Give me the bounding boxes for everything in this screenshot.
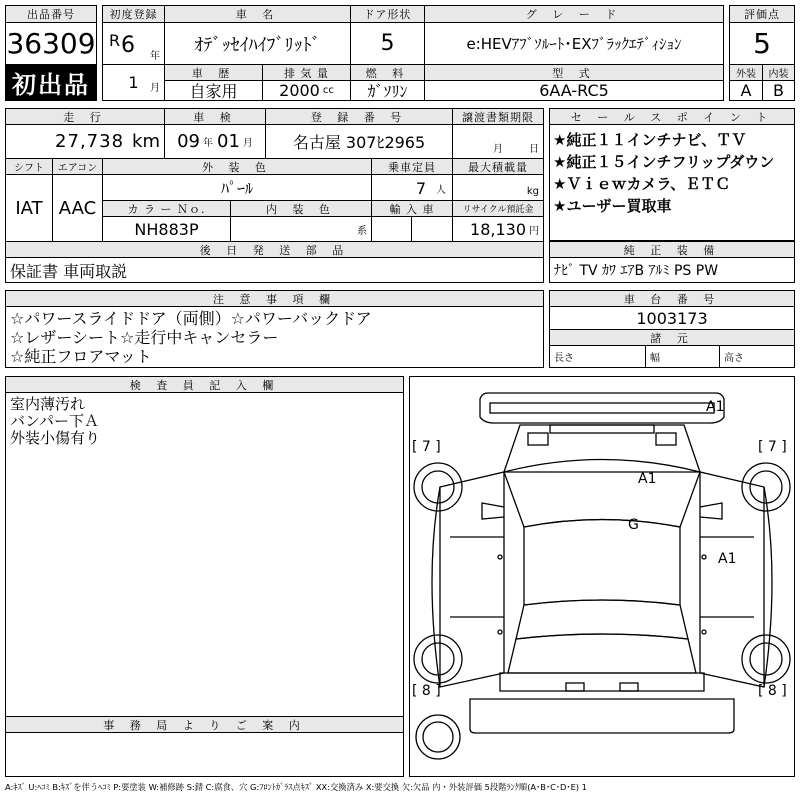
sales-point-item: ★純正１１インチナビ、ＴＶ: [553, 131, 747, 149]
later-parts: 保証書 車両取説: [5, 257, 544, 283]
office-notice: [5, 732, 404, 777]
exterior-grade: A: [729, 80, 763, 101]
inspection-label: 車 検: [164, 108, 266, 125]
interior-grade-label: 内装: [762, 64, 795, 81]
sales-points: [549, 124, 795, 241]
plate-label: 登 録 番 号: [265, 108, 453, 125]
first-registration-year: [102, 22, 165, 65]
lot-number-label: 出品番号: [5, 5, 97, 23]
import-label: 輸 入 車: [371, 200, 453, 217]
spec-length: 長さ: [549, 345, 646, 368]
damage-mark: A1: [706, 399, 725, 415]
inspection-date: 09 年 01 月: [164, 124, 266, 159]
fuel: ｶﾞｿﾘﾝ: [350, 80, 425, 101]
car-outline-icon: [410, 377, 794, 776]
inspector-notes: [5, 392, 404, 717]
auction-score: 5: [729, 22, 795, 65]
color-no: NH883P: [102, 216, 231, 242]
later-parts-label: 後 日 発 送 部 品: [5, 241, 544, 258]
damage-mark: A1: [718, 551, 737, 567]
year-unit: 年: [150, 51, 160, 62]
era: R: [109, 31, 121, 50]
equipment: ﾅﾋﾞ TV ｶﾜ ｴｱB ｱﾙﾐ PS PW: [549, 257, 795, 283]
inspector-line: 室内薄汚れ: [10, 395, 86, 413]
tire-depth-front-right: [ 7 ]: [758, 439, 787, 455]
recycle-fee: 18,130 円: [452, 216, 544, 242]
inspector-line: 外装小傷有り: [10, 429, 101, 447]
plate-number: 名古屋 307ﾋ2965: [265, 124, 453, 159]
max-load-label: 最大積載量: [452, 158, 544, 175]
interior-grade: B: [762, 80, 795, 101]
exterior-color-label: 外 装 色: [102, 158, 372, 175]
import-cell-b: [411, 216, 453, 242]
fuel-label: 燃 料: [350, 64, 425, 81]
displacement: 2000 cc: [262, 80, 351, 101]
history: 自家用: [164, 80, 263, 101]
first-listing-badge: 初出品: [5, 64, 97, 101]
sales-point-item: ★Ｖｉｅｗカメラ、ＥＴＣ: [553, 175, 731, 193]
tire-depth-front-left: [ 7 ]: [412, 439, 441, 455]
grade: e:HEVｱﾌﾞｿﾙｰﾄ･EXﾌﾞﾗｯｸｴﾃﾞｨｼｮﾝ: [424, 22, 724, 65]
damage-diagram: [409, 376, 795, 777]
sales-points-label: セ ー ル ス ポ イ ン ト: [549, 108, 795, 125]
registration-year: 6: [121, 33, 135, 58]
lot-number: 36309: [5, 22, 97, 65]
spec-width: 幅: [645, 345, 720, 368]
door-type-label: ドア形状: [350, 5, 425, 23]
displacement-label: 排 気 量: [262, 64, 351, 81]
tire-depth-rear-right: [ 8 ]: [758, 683, 787, 699]
car-name: ｵﾃﾞｯｾｲﾊｲﾌﾞﾘｯﾄﾞ: [164, 22, 351, 65]
first-registration-label: 初度登録: [102, 5, 165, 23]
chassis-label: 車 台 番 号: [549, 290, 795, 307]
exterior-grade-label: 外装: [729, 64, 763, 81]
exterior-color: ﾊﾟｰﾙ: [102, 174, 372, 201]
recycle-label: リサイクル預託金: [452, 200, 544, 217]
color-no-label: カ ラ ー Ｎｏ.: [102, 200, 231, 217]
model-code: 6AA-RC5: [424, 80, 724, 101]
notes: [5, 306, 544, 368]
chassis-number: 1003173: [549, 306, 795, 330]
note-line: ☆パワースライドドア（両側）☆パワーバックドア: [10, 309, 372, 328]
score-label: 評価点: [729, 5, 795, 23]
model-code-label: 型 式: [424, 64, 724, 81]
spec-height: 高さ: [719, 345, 795, 368]
door-count: 5: [350, 22, 425, 65]
office-notice-label: 事 務 局 よ り ご 案 内: [5, 716, 404, 733]
mileage-label: 走 行: [5, 108, 165, 125]
interior-color-label: 内 装 色: [230, 200, 372, 217]
aircon: AAC: [52, 174, 103, 242]
interior-color: 系: [230, 216, 372, 242]
note-line: ☆レザーシート☆走行中キャンセラー: [10, 328, 279, 347]
specs-label: 諸 元: [549, 329, 795, 346]
aircon-label: エアコン: [52, 158, 103, 175]
capacity: 7 人: [371, 174, 453, 201]
inspector-line: バンパー下Ａ: [10, 412, 99, 430]
max-load: kg: [452, 174, 544, 201]
tire-depth-rear-left: [ 8 ]: [412, 683, 441, 699]
inspector-label: 検 査 員 記 入 欄: [5, 376, 404, 393]
damage-mark: A1: [638, 471, 657, 487]
sales-point-item: ★純正１５インチフリップダウン: [553, 153, 775, 171]
equipment-label: 純 正 装 備: [549, 241, 795, 258]
first-registration-month: 1 月: [102, 64, 165, 101]
import-cell-a: [371, 216, 412, 242]
mileage: 27,738 km: [5, 124, 165, 159]
legend: A:ｷｽﾞ U:ﾍｺﾐ B:ｷｽﾞを伴うﾍｺﾐ P:要塗装 W:補修跡 S:錆 C:腐食、穴 G:ﾌﾛﾝﾄｶﾞﾗｽ点ｷｽﾞ XX:交換済み X:要交換 欠:欠品 内・外装評価 5段階ﾗﾝｸ順(A･B･C･D･E) 1: [5, 782, 587, 792]
shift: IAT: [5, 174, 53, 242]
car-name-label: 車 名: [164, 5, 351, 23]
grade-label: グ レ ー ド: [424, 5, 724, 23]
capacity-label: 乗車定員: [371, 158, 453, 175]
notes-label: 注 意 事 項 欄: [5, 290, 544, 307]
transfer-deadline-label: 譲渡書類期限: [452, 108, 544, 125]
shift-label: シフト: [5, 158, 53, 175]
transfer-deadline: 月 日: [452, 124, 544, 159]
sales-point-item: ★ユーザー買取車: [553, 197, 672, 215]
history-label: 車 歴: [164, 64, 263, 81]
damage-mark: G: [628, 517, 639, 533]
note-line: ☆純正フロアマット: [10, 347, 152, 366]
